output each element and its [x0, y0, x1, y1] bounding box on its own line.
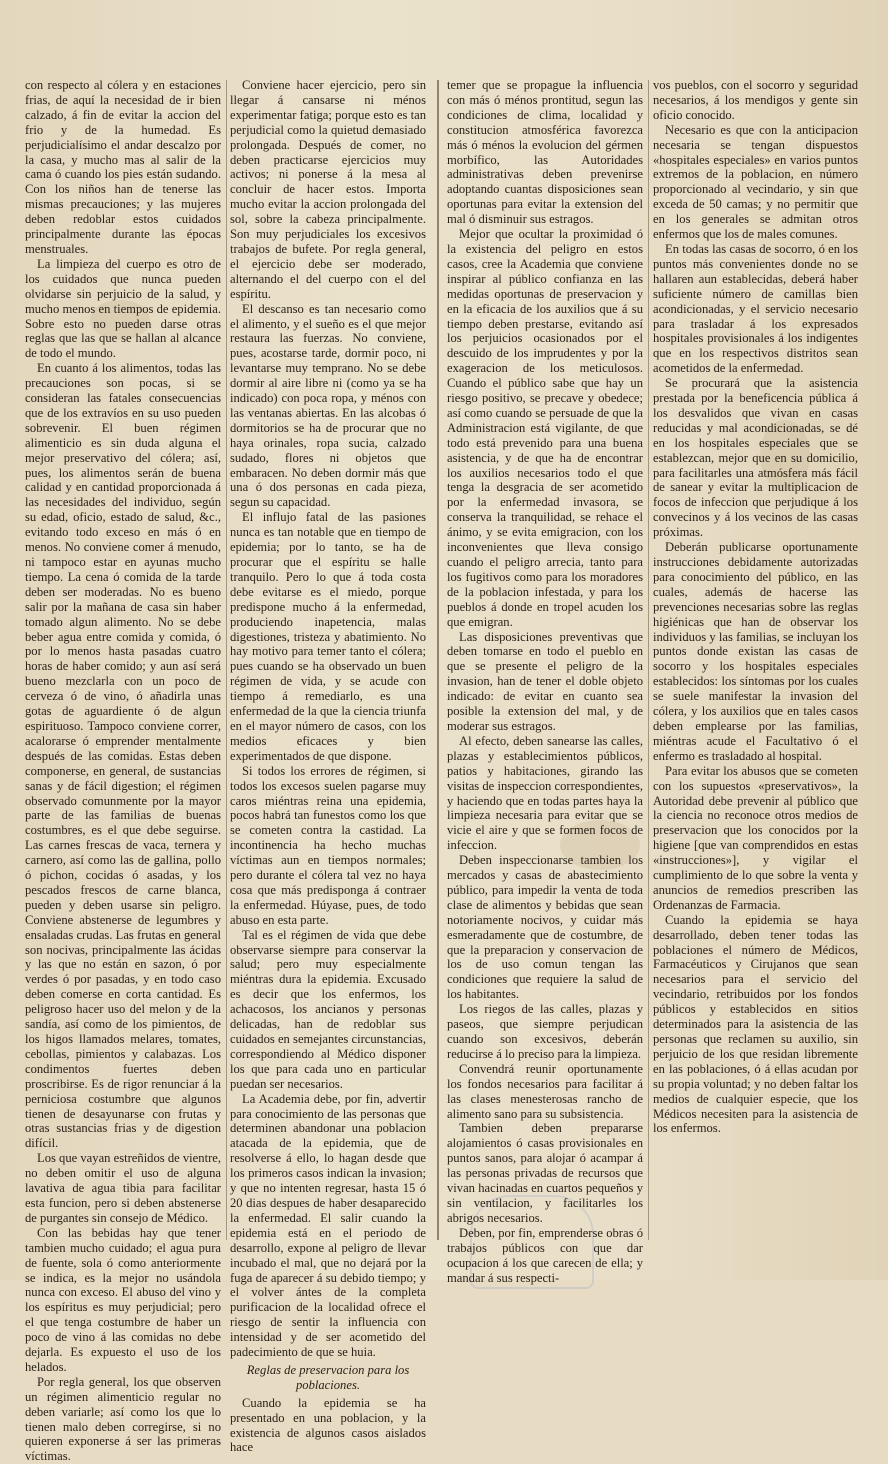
paragraph: Necesario es que con la anticipacion necesaria se tengan dispuestos «hospitales especiales» en varios puntos extremos de la poblacion, en número proporcionado al vecindario, y sin que exceda de 50 camas; y no permitir que en los generales se admitan otros enfermos que los de males comunes. [653, 122, 858, 242]
paragraph: Si todos los errores de régimen, si todos los excesos suelen pagarse muy caros miéntras reina una epidemia, pocos habrá tan funestos como los que se cometen contra la castidad. La incontinencia ha hecho muchas víctimas aun en tiempos normales; pero durante el cólera tal vez no haya cosa que más predisponga á contraer la enfermedad. Húyase, pues, de todo abuso en esta parte. [230, 763, 426, 927]
paragraph: Cuando la epidemia se ha presentado en una poblacion, y la existencia de algunos casos aislados hace [230, 1395, 426, 1455]
paragraph: Tal es el régimen de vida que debe observarse siempre para conservar la salud; pero muy especialmente miéntras dura la epidemia. Excusado es decir que los enfermos, los achacosos, los ancianos y personas delicadas, han de redoblar sus cuidados en semejantes circunstancias, correspondiendo al Médico disponer los que para cada uno en particular puedan ser necesarios. [230, 927, 426, 1091]
paragraph: Los riegos de las calles, plazas y paseos, que siempre perjudican cuando son excesivos, deberán reducirse á lo preciso para la limpieza. [447, 1002, 643, 1061]
paragraph: Al efecto, deben sanearse las calles, plazas y establecimientos públicos, patios y habitaciones, girando las visitas de inspeccion correspondientes, y haciendo que en todas partes haya la limpieza necesaria para evitar que se vicie el aire y que se formen focos de infeccion. [447, 733, 643, 853]
paragraph: Con las bebidas hay que tener tambien mucho cuidado; el agua pura de fuente, sola ó como anteriormente se indica, es la mejor no usándola nunca con exceso. El abuso del vino y los espíritus es muy perjudicial; pero el que tenga costumbre de haber un poco de vino á las comidas no debe dejarla. Es expuesto el uso de los helados. [25, 1225, 221, 1374]
paragraph: Deberán publicarse oportunamente instrucciones debidamente autorizadas para conocimiento del público, en las cuales, además de hacerse las prevenciones necesarias sobre las reglas higiénicas que han de observar los individuos y las familias, se incluyan los puntos donde existan las casas de socorro y los hospitales especiales establecidos: los síntomas por los cuales se suele manifestar la invasion del cólera, y los auxilios que en tales casos deben emplearse por las familias, miéntras acude el Facultativo ó el enfermo es trasladado al hospital. [653, 540, 858, 763]
paragraph: Deben, por fin, emprenderse obras ó trabajos públicos con que dar ocupacion á los que carecen de ella; y mandar á sus respecti- [447, 1225, 643, 1285]
paragraph: Conviene hacer ejercicio, pero sin llegar á cansarse ni ménos experimentar fatiga; porque esto es tan perjudicial como la quietud demasiado prolongada. Después de comer, no deben practicarse ejercicios muy activos; ni ponerse á la mesa al concluir de hacer estos. Importa mucho evitar la accion prolongada del sol, sobre la cabeza principalmente. Son muy perjudiciales los excesivos trabajos de bufete. Por regla general, el ejercicio debe ser moderado, alternando el del cuerpo con el del espíritu. [230, 78, 426, 301]
center-fold-rule [437, 80, 439, 1240]
paragraph: En todas las casas de socorro, ó en los puntos más convenientes donde no se hallaren aun establecidas, deberá haber suficiente número de camillas bien acondicionadas, y el servicio necesario para trasladar á los expresados hospitales provisionales á los indigentes que en los respectivos distritos sean acometidos de la enfermedad. [653, 241, 858, 376]
paragraph: La Academia debe, por fin, advertir para conocimiento de las personas que determinen abandonar una poblacion atacada de la epidemia, que de resolverse á ello, lo hagan desde que los primeros casos indican la invasion; y que no intenten regresar, hasta 15 ó 20 dias despues de haber desaparecido la enfermedad. El salir cuando la epidemia está en el periodo de desarrollo, expone al peligro de llevar incubado el mal, que no dejará por la fuga de aparecer á su debido tiempo; y el volver ántes de la completa purificacion de la localidad ofrece el riesgo de sentir la influencia con intensidad y de ser acometido del padecimiento de que se huia. [230, 1091, 426, 1360]
text-column-2 [230, 78, 426, 1455]
paragraph: En cuanto á los alimentos, todas las precauciones son pocas, si se consideran las fatales consecuencias que de los extravíos en su uso pueden sobrevenir. El buen régimen alimenticio es sin duda alguna el mejor preservativo del cólera; así, pues, los alimentos serán de buena calidad y en cantidad proporcionada á las necesidades del individuo, según su edad, oficio, estado de salud, &c., evitando todo exceso en más ó en menos. No conviene comer á menudo, ni tampoco estar en ayunas mucho tiempo. La cena ó comida de la tarde deben ser moderadas. No es bueno salir por la mañana de casa sin haber tomado algun alimento. No se debe beber agua entre comida y comida, ó por lo menos hasta pasadas cuatro horas de haber comido; y aun así será bueno mezclarla con un poco de cerveza ó de vino, ó añadirla unas gotas de aguardiente ó de algun espirituoso. Tampoco conviene correr, acalorarse ó emprender mentalmente después de las comidas. Estas deben componerse, en general, de sustancias sanas y de fácil digestion; el régimen observado comunmente por la mayor parte de las familias de buenas costumbres, es el que debe seguirse. Las carnes frescas de vaca, ternera y carnero, así como las de gallina, pollo ó pichon, cocidas ó asadas, y los pescados frescos de carne blanca, pueden y deben usarse sin peligro. Conviene abstenerse de legumbres y ensaladas crudas. Las frutas en general son nocivas, principalmente las ácidas y las que no están en sazon, ó por verdes ó por pasadas, y en todo caso deben comerse en corta cantidad. Es peligroso hacer uso del melon y de la sandía, así como de los pimientos, de los higos llamados melares, tomates, cebollas, pimientos y calabazas. Los condimentos fuertes deben proscribirse. Es de rigor renunciar á la perniciosa costumbre que algunos tienen de desayunarse con frutas y otras sustancias frias y de digestion difícil. [25, 361, 221, 1151]
paragraph: Cuando la epidemia se haya desarrollado, deben tener todas las poblaciones el número de Médicos, Farmacéuticos y Cirujanos que sean necesarios para el servicio del vecindario, retribuidos por los fondos públicos y establecidos en sitios determinados para la asistencia de las personas que reclamen su auxilio, sin perjuicio de los que residan libremente en las poblaciones, ó á ellas acudan por su propia voluntad; y no deben faltar los medios de cualquier especie, que los Médicos necesiten para la asistencia de los enfermos. [653, 912, 858, 1136]
section-heading: Reglas de preservacion para los poblaciones. [246, 1362, 410, 1392]
paragraph: Convendrá reunir oportunamente los fondos necesarios para facilitar á las clases menesterosas rancho de alimento sano para su subsistencia. [447, 1061, 643, 1121]
paragraph: Los que vayan estreñidos de vientre, no deben omitir el uso de alguna lavativa de agua tibia para facilitar esta funcion, pero si deben abstenerse de purgantes sin consejo de Médico. [25, 1151, 221, 1225]
paragraph: Mejor que ocultar la proximidad ó la existencia del peligro en estos casos, cree la Academia que conviene inspirar al público confianza en las medidas oportunas de preservacion y en la eficacia de los auxilios que á su tiempo deben prestarse, evitando así los perjuicios ocasionados por el descuido de los imprudentes y por la exageracion de los meticulosos. Cuando el público sabe que hay un riesgo positivo, se precave y obedece; así como cuando se persuade de que la Administracion está vigilante, de que todo está prevenido para una buena asistencia, y de que ha de encontrar los auxilios necesarios todo el que tenga la desgracia de ser acometido por la enfermedad invasora, se conserva la tranquilidad, se rehace el ánimo, y se evita emigracion, con los inconvenientes que lleva consigo cuando el peligro arrecia, tanto para los fugitivos como para los moradores de la poblacion infestada, y para los pueblos á donde en tropel acuden los que emigran. [447, 227, 643, 629]
paragraph: Tambien deben prepararse alojamientos ó casas provisionales en puntos sanos, para alojar ó acampar á las personas privadas de recursos que vivan hacinadas en cuartos pequeños y sin ventilacion, y facilitarles los abrigos necesarios. [447, 1121, 643, 1225]
paragraph: El influjo fatal de las pasiones nunca es tan notable que en tiempo de epidemia; por lo tanto, se ha de procurar que el espíritu se halle tranquilo. Pero lo que á toda costa debe evitarse es el miedo, porque predispone mucho á la enfermedad, produciendo inapetencia, malas digestiones, tristeza y abatimiento. No hay motivo para temer tanto el cólera; pues cuando se ha observado un buen régimen de vida, y se acude con tiempo á remediarlo, es una enfermedad de la que la ciencia triunfa en el mayor número de casos, con los medios eficaces y bien experimentados de que dispone. [230, 510, 426, 763]
paragraph: vos pueblos, con el socorro y seguridad necesarios, á los mendigos y gente sin oficio conocido. [653, 78, 858, 122]
paragraph: con respecto al cólera y en estaciones frias, de aquí la necesidad de ir bien calzado, á fin de evitar la accion del frio y de la humedad. Es perjudicialísimo el andar descalzo por la casa, y mucho mas al salir de la cama ó cuando los pies están sudando. Con los niños han de tenerse las mismas precauciones; y las mujeres deben redoblar estos cuidados principalmente durante las épocas menstruales. [25, 78, 221, 256]
paragraph: Por regla general, los que observen un régimen alimenticio regular no deben variarle; así como los que lo tienen malo deben corregirse, si no quieren exponerse á ser las primeras víctimas. [25, 1374, 221, 1464]
paragraph: Las disposiciones preventivas que deben tomarse en todo el pueblo en que se presente el peligro de la invasion, han de tener el doble objeto indicado: de evitar en cuanto sea posible la extension del mal, y de moderar sus estragos. [447, 629, 643, 733]
text-column-3 [447, 78, 643, 1285]
column-rule [648, 80, 649, 1240]
paragraph: El descanso es tan necesario como el alimento, y el sueño es el que mejor restaura las fuerzas. No conviene, pues, acostarse tarde, dormir poco, ni levantarse muy temprano. No se debe dormir al aire libre ni (como ya se ha indicado) con poca ropa, y ménos con las ventanas abiertas. En las alcobas ó dormitorios se ha de procurar que no haya orinales, ropa sucia, calzado sudado, flores ni objetos que embaracen. No deben dormir más que una ó dos personas en cada pieza, segun su capacidad. [230, 301, 426, 510]
paragraph: Se procurará que la asistencia prestada por la beneficencia pública á los desvalidos que vivan en casas reducidas y mal acondicionadas, se dé en los hospitales especiales que se establezcan, mejor que en su domicilio, para facilitarles una atmósfera más fácil de sanear y evitar la multiplicacion de focos de infeccion que perjudique á los convecinos y á los vecinos de las casas próximas. [653, 376, 858, 540]
paragraph: Deben inspeccionarse tambien los mercados y casas de abastecimiento público, para impedir la venta de toda clase de alimentos y bebidas que sean notoriamente nocivos, y cuidar más esmeradamente que de costumbre, de que la preparacion y conservacion de los de uso comun tengan las condiciones que requiere la salud de los habitantes. [447, 853, 643, 1002]
paragraph: temer que se propague la influencia con más ó ménos prontitud, segun las condiciones de clima, localidad y constitucion atmosférica favorezca más ó ménos la evolucion del gérmen morbífico, las Autoridades administrativas deben prevenirse adoptando cuantas disposiciones sean oportunas para evitar la extension del mal ó disminuir sus estragos. [447, 78, 643, 227]
column-rule [226, 80, 227, 1240]
paragraph: La limpieza del cuerpo es otro de los cuidados que nunca pueden olvidarse sin perjuicio de la salud, y mucho menos en tiempos de epidemia. Sobre esto no pueden darse otras reglas que las que se hallan al alcance de todo el mundo. [25, 256, 221, 361]
paragraph: Para evitar los abusos que se cometen con los supuestos «preservativos», la Autoridad debe prevenir al público que la ciencia no reconoce otros medios de preservacion que los conocidos por la higiene [que van comprendidos en estas «instrucciones»], y vigilar el cumplimiento de lo que sobre la venta y anuncios de remedios prescriben las Ordenanzas de Farmacia. [653, 763, 858, 912]
text-column-1 [25, 78, 221, 1464]
text-column-4 [653, 78, 858, 1248]
